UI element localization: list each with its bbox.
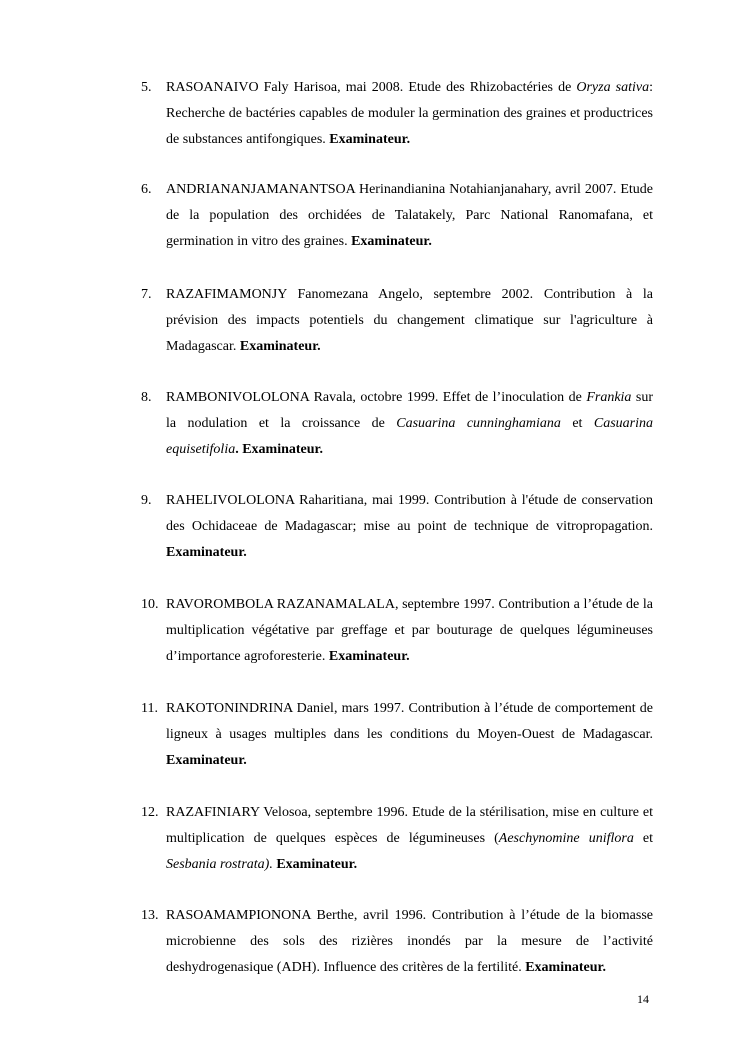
reference-entry — [141, 488, 653, 566]
entry-number: 5. — [141, 80, 152, 95]
reference-entry — [141, 903, 653, 981]
entry-number: 11. — [141, 701, 158, 716]
entry-text: RASOANAIVO Faly Harisoa, mai 2008. Etude des Rhizobactéries de Oryza sativa: Recherche de bactéries capables de moduler la germination des graines et productrices de substances antifongiques. Examinateur. — [166, 80, 653, 147]
entry-number: 8. — [141, 390, 152, 405]
reference-entry — [141, 800, 653, 878]
page-number: 14 — [637, 992, 649, 1006]
entry-text: RAMBONIVOLOLONA Ravala, octobre 1999. Effet de l’inoculation de Frankia sur la nodulation et la croissance de Casuarina cunninghamiana et Casuarina equisetifolia. Examinateur. — [166, 390, 653, 457]
reference-entry — [141, 282, 653, 360]
entry-text: RAKOTONINDRINA Daniel, mars 1997. Contribution à l’étude de comportement de ligneux à usages multiples dans les conditions du Moyen-Ouest de Madagascar. Examinateur. — [166, 701, 653, 768]
reference-entry — [141, 75, 653, 153]
entry-number: 12. — [141, 805, 159, 820]
entry-number: 10. — [141, 597, 159, 612]
entry-text: RAVOROMBOLA RAZANAMALALA, septembre 1997. Contribution a l’étude de la multiplication végétative par greffage et par bouturage de quelques légumineuses d’importance agroforesterie. Examinateur. — [166, 597, 653, 664]
reference-entry — [141, 592, 653, 670]
entry-text: RASOAMAMPIONONA Berthe, avril 1996. Contribution à l’étude de la biomasse microbienne des sols des rizières inondés par la mesure de l’activité deshydrogenasique (ADH). Influence des critères de la fertilité. Examinateur. — [166, 908, 653, 975]
reference-entry — [141, 177, 653, 255]
entry-text: ANDRIANANJAMANANTSOA Herinandianina Notahianjanahary, avril 2007. Etude de la population des orchidées de Talatakely, Parc National Ranomafana, et germination in vitro des graines. Examinateur. — [166, 182, 653, 249]
entry-text: RAHELIVOLOLONA Raharitiana, mai 1999. Contribution à l'étude de conservation des Ochidaceae de Madagascar; mise au point de technique de vitropropagation. Examinateur. — [166, 493, 653, 560]
entry-number: 13. — [141, 908, 159, 923]
entry-number: 6. — [141, 182, 152, 197]
entry-number: 7. — [141, 287, 152, 302]
reference-entry — [141, 385, 653, 463]
entry-text: RAZAFIMAMONJY Fanomezana Angelo, septembre 2002. Contribution à la prévision des impacts potentiels du changement climatique sur l'agriculture à Madagascar. Examinateur. — [166, 287, 653, 354]
entry-text: RAZAFINIARY Velosoa, septembre 1996. Etude de la stérilisation, mise en culture et multiplication de quelques espèces de légumineuses (Aeschynomine uniflora et Sesbania rostrata). Examinateur. — [166, 805, 653, 872]
reference-entry — [141, 696, 653, 774]
entry-number: 9. — [141, 493, 152, 508]
